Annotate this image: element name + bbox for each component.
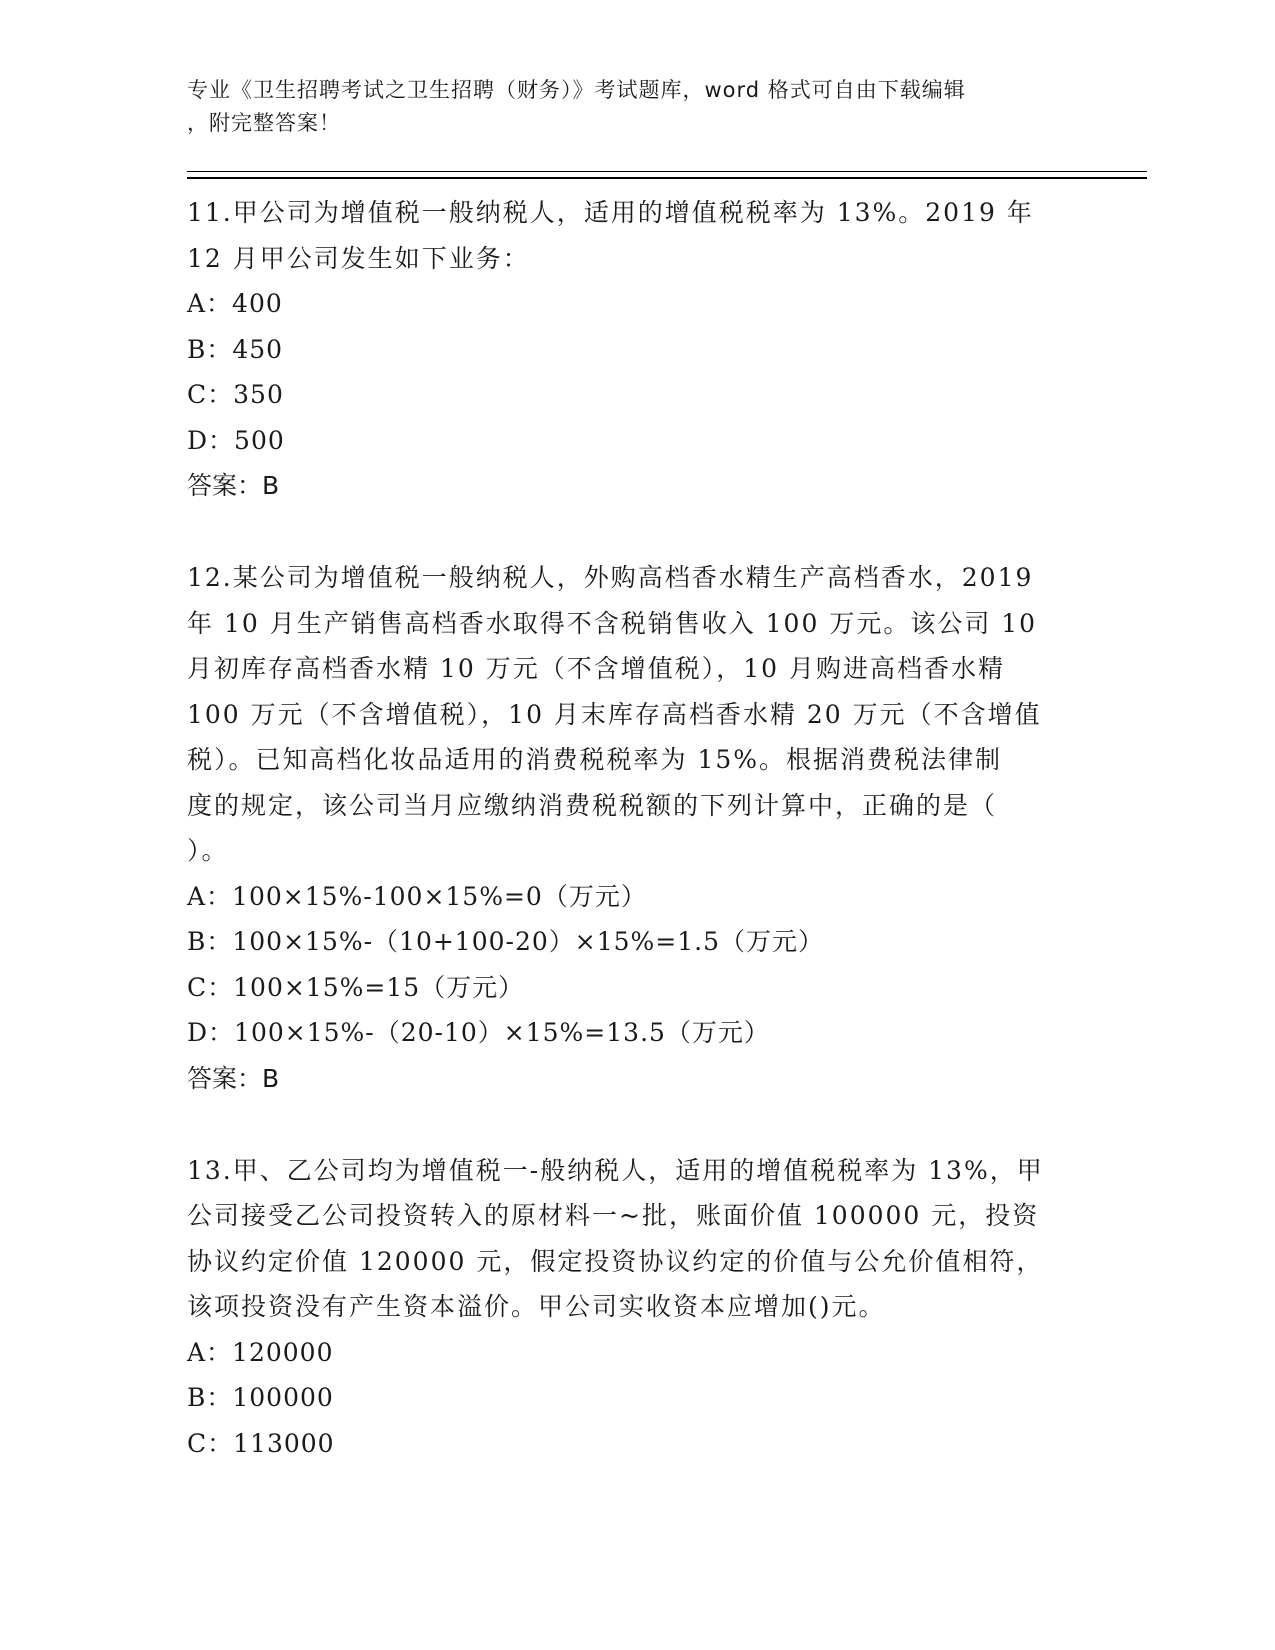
question-12-stem-line-7: ）。 — [187, 836, 229, 865]
question-12-option-a: A：100×15%-100×15%=0（万元） — [187, 881, 647, 911]
question-gap — [187, 508, 1087, 555]
header-divider-thin — [187, 171, 1147, 172]
question-12 — [187, 555, 1087, 1101]
question-13-stem-line-1: 13.甲、乙公司均为增值税一-般纳税人，适用的增值税税率为 13%，甲 — [187, 1155, 1044, 1185]
question-11-option-d: D：500 — [187, 425, 285, 455]
question-gap — [187, 1101, 1087, 1148]
question-13-stem-line-2: 公司接受乙公司投资转入的原材料一~批，账面价值 100000 元，投资 — [187, 1201, 1040, 1230]
header-divider-thick — [187, 177, 1147, 179]
question-13-stem-line-4: 该项投资没有产生资本溢价。甲公司实收资本应增加()元。 — [187, 1292, 886, 1321]
question-11-stem-line-1: 11.甲公司为增值税一般纳税人，适用的增值税税率为 13%。2019 年 — [187, 198, 1034, 227]
question-13-option-b: B：100000 — [187, 1383, 334, 1412]
question-12-stem-line-1: 12.某公司为增值税一般纳税人，外购高档香水精生产高档香水，2019 — [187, 563, 1034, 592]
question-12-option-c: C：100×15%=15（万元） — [187, 972, 525, 1002]
question-12-option-b: B：100×15%-（10+100-20）×15%=1.5（万元） — [187, 927, 825, 956]
question-13-option-c: C：113000 — [187, 1428, 335, 1458]
question-11-option-a: A：400 — [187, 289, 283, 318]
question-11-answer: 答案：B — [187, 471, 280, 500]
question-13-option-a: A：120000 — [187, 1337, 334, 1367]
question-list — [187, 190, 1087, 1466]
header-line-1: 专业《卫生招聘考试之卫生招聘（财务）》考试题库，word 格式可自由下载编辑 — [187, 78, 966, 102]
question-12-stem-line-5: 税）。已知高档化妆品适用的消费税税率为 15%。根据消费税法律制 — [187, 745, 1003, 774]
document-header — [187, 74, 1087, 140]
question-12-stem-line-3: 月初库存高档香水精 10 万元（不含增值税），10 月购进高档香水精 — [187, 654, 1005, 683]
question-11 — [187, 190, 1087, 508]
question-11-option-b: B：450 — [187, 334, 284, 364]
question-13 — [187, 1148, 1087, 1467]
question-13-stem-line-3: 协议约定价值 120000 元，假定投资协议约定的价值与公允价值相符， — [187, 1246, 1044, 1276]
question-12-option-d: D：100×15%-（20-10）×15%=13.5（万元） — [187, 1018, 770, 1047]
question-12-answer: 答案：B — [187, 1063, 280, 1093]
question-12-stem-line-4: 100 万元（不含增值税），10 月末库存高档香水精 20 万元（不含增值 — [187, 699, 1042, 729]
header-line-2: ，附完整答案！ — [187, 111, 341, 135]
question-11-option-c: C：350 — [187, 380, 284, 409]
question-12-stem-line-2: 年 10 月生产销售高档香水取得不含税销售收入 100 万元。该公司 10 — [187, 608, 1038, 638]
question-12-stem-line-6: 度的规定，该公司当月应缴纳消费税税额的下列计算中，正确的是（ — [187, 790, 998, 820]
question-11-stem-line-2: 12 月甲公司发生如下业务： — [187, 243, 530, 273]
